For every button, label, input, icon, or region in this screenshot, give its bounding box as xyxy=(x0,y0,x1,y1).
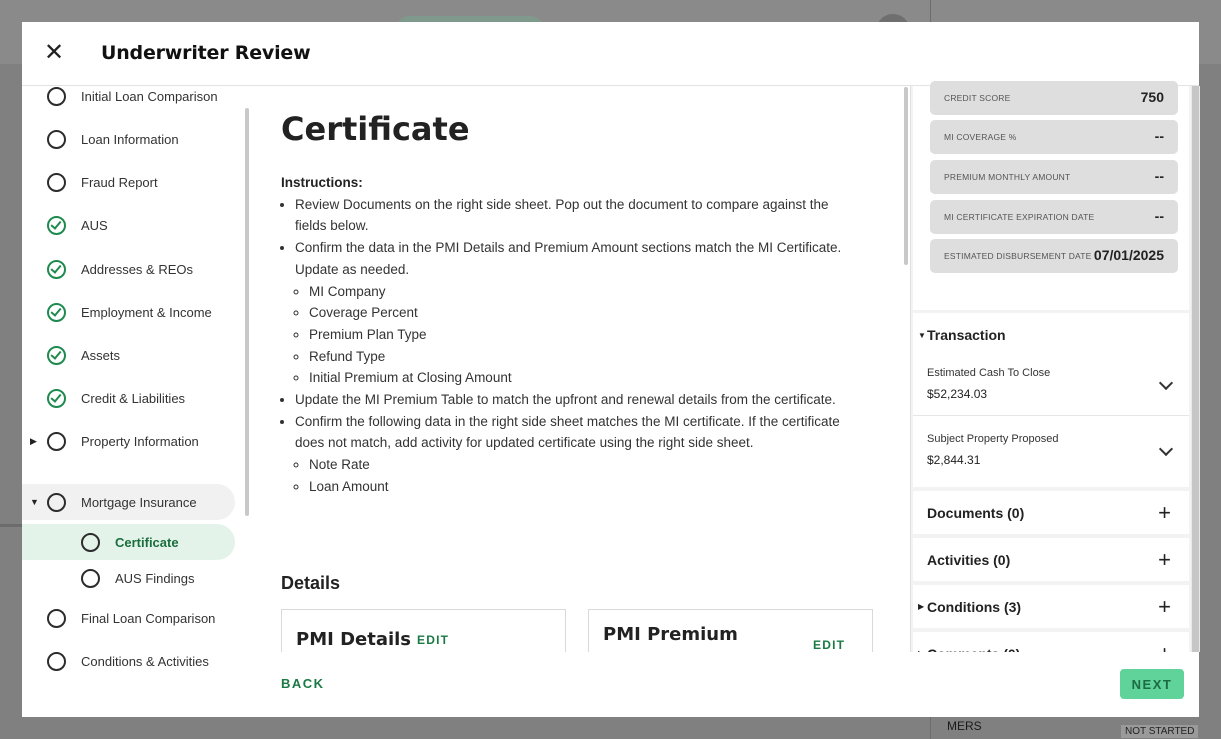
nav-item-addresses-reos[interactable] xyxy=(22,251,235,287)
conditions-panel[interactable] xyxy=(913,585,1189,628)
instruction-subitem: ◦ Loan Amount xyxy=(309,476,851,498)
add-document-icon[interactable]: + xyxy=(1158,500,1171,525)
step-status-icon xyxy=(47,87,66,106)
close-icon[interactable]: ✕ xyxy=(43,39,65,66)
nav-item-assets[interactable] xyxy=(22,337,235,373)
instruction-item xyxy=(295,411,851,498)
mi-coverage-field xyxy=(930,120,1178,154)
field-label: MI COVERAGE % xyxy=(944,132,1017,142)
nav-item-label: Addresses & REOs xyxy=(81,261,193,277)
instruction-subitem: ◦ Initial Premium at Closing Amount xyxy=(309,367,851,389)
main-content xyxy=(252,86,902,652)
instruction-item xyxy=(295,237,851,389)
conditions-title[interactable]: Conditions (3) xyxy=(927,599,1022,615)
nav-item-property-information[interactable] xyxy=(22,423,235,459)
background-status-badge: NOT STARTED xyxy=(1121,725,1198,738)
field-label: CREDIT SCORE xyxy=(944,93,1011,103)
background-divider-left xyxy=(0,524,22,527)
field-label: ESTIMATED DISBURSEMENT DATE xyxy=(944,251,1092,261)
nav-item-label: Employment & Income xyxy=(81,304,212,320)
estimated-cash-to-close-row[interactable] xyxy=(913,355,1189,416)
tx-value: $2,844.31 xyxy=(927,453,981,467)
check-circle-icon xyxy=(47,216,66,235)
step-status-icon xyxy=(47,652,66,671)
nav-item-label: Property Information xyxy=(81,433,199,449)
instructions xyxy=(281,172,851,498)
add-activity-icon[interactable]: + xyxy=(1158,547,1171,572)
check-circle-icon xyxy=(47,260,66,279)
instruction-sublist xyxy=(295,454,851,497)
modal-title: Underwriter Review xyxy=(101,42,311,64)
step-status-icon xyxy=(47,432,66,451)
nav-item-label: AUS xyxy=(81,217,108,233)
background-mers-label: MERS xyxy=(947,719,982,733)
card-title: PMI Premium xyxy=(603,624,738,645)
tx-label: Estimated Cash To Close xyxy=(927,367,1051,379)
next-button[interactable]: NEXT xyxy=(1120,669,1184,699)
instruction-text: Confirm the data in the PMI Details and Premium Amount sections match the MI Certificate. Update as needed. xyxy=(295,240,842,277)
field-value: 750 xyxy=(1140,89,1164,105)
tx-label: Subject Property Proposed xyxy=(927,433,1059,445)
documents-title[interactable]: Documents (0) xyxy=(927,505,1025,521)
nav-item-label: Initial Loan Comparison xyxy=(81,88,218,104)
nav-item-fraud-report[interactable] xyxy=(22,164,235,200)
caret-right-icon[interactable]: ▶ xyxy=(918,602,925,611)
instruction-item: • Review Documents on the right side sheet. Pop out the document to compare against the fields below. xyxy=(295,194,851,237)
edit-pmi-premium-button[interactable]: EDIT xyxy=(813,638,846,652)
step-status-icon xyxy=(81,569,100,588)
step-navigation xyxy=(22,86,250,669)
instruction-subitem: ◦ Note Rate xyxy=(309,454,851,476)
nav-item-label: Final Loan Comparison xyxy=(81,610,216,626)
credit-score-field xyxy=(930,81,1178,115)
step-status-icon xyxy=(47,173,66,192)
check-circle-icon xyxy=(47,389,66,408)
field-value: 07/01/2025 xyxy=(1093,247,1164,263)
nav-item-aus[interactable] xyxy=(22,207,235,243)
instruction-item: • Update the MI Premium Table to match the upfront and renewal details from the certificate. xyxy=(295,389,851,411)
check-circle-icon xyxy=(47,303,66,322)
nav-item-credit-liabilities[interactable] xyxy=(22,380,235,416)
underwriter-review-modal xyxy=(22,22,1199,717)
nav-item-label: Mortgage Insurance xyxy=(81,494,197,510)
estimated-disbursement-date-field xyxy=(930,239,1178,273)
nav-item-mortgage-insurance[interactable] xyxy=(22,484,235,520)
caret-right-icon[interactable]: ▶ xyxy=(30,435,37,446)
right-side-sheet xyxy=(910,86,1200,652)
details-heading: Details xyxy=(281,573,341,593)
nav-scrollbar[interactable] xyxy=(245,108,249,516)
nav-item-initial-loan-comparison[interactable] xyxy=(22,78,235,114)
instruction-subitem: ◦ Premium Plan Type xyxy=(309,324,851,346)
instruction-sublist xyxy=(295,281,851,390)
page-title: Certificate xyxy=(281,110,470,148)
instruction-text: Confirm the following data in the right side sheet matches the MI certificate. If the certificate does not match, add activity for updated certificate using the right side sheet. xyxy=(295,413,840,451)
modal-footer xyxy=(252,652,1199,717)
step-status-icon xyxy=(47,609,66,628)
field-label: PREMIUM MONTHLY AMOUNT xyxy=(944,172,1071,182)
transaction-panel xyxy=(913,313,1189,487)
nav-item-final-loan-comparison[interactable] xyxy=(22,600,235,636)
nav-item-aus-findings[interactable] xyxy=(22,560,235,596)
activities-title[interactable]: Activities (0) xyxy=(927,552,1011,568)
field-value: -- xyxy=(1154,128,1164,144)
check-circle-icon xyxy=(47,346,66,365)
edit-pmi-details-button[interactable]: EDIT xyxy=(417,633,450,647)
side-sheet-scrollbar-thumb[interactable] xyxy=(1192,86,1199,652)
instruction-subitem: ◦ Coverage Percent xyxy=(309,302,851,324)
instructions-list xyxy=(281,194,851,498)
step-status-icon xyxy=(47,493,66,512)
nav-item-conditions-activities[interactable] xyxy=(22,643,235,679)
transaction-title[interactable]: Transaction xyxy=(927,327,1006,343)
loan-summary-panel xyxy=(913,86,1189,310)
nav-item-label: AUS Findings xyxy=(115,570,195,586)
nav-item-label: Assets xyxy=(81,347,121,363)
nav-item-certificate[interactable] xyxy=(22,524,235,560)
nav-item-label: Credit & Liabilities xyxy=(81,390,186,406)
nav-item-loan-information[interactable] xyxy=(22,121,235,157)
mi-certificate-expiration-field xyxy=(930,200,1178,234)
field-value: -- xyxy=(1154,168,1164,184)
nav-item-label: Fraud Report xyxy=(81,174,158,190)
chevron-down-icon[interactable] xyxy=(1159,376,1173,390)
step-status-icon xyxy=(47,130,66,149)
modal-header xyxy=(22,22,1199,86)
tx-value: $52,234.03 xyxy=(927,387,988,401)
caret-down-icon[interactable]: ▼ xyxy=(918,331,926,340)
nav-item-label: Conditions & Activities xyxy=(81,653,209,669)
nav-item-label: Loan Information xyxy=(81,131,179,147)
premium-monthly-amount-field xyxy=(930,160,1178,194)
nav-item-label: Certificate xyxy=(115,534,179,550)
nav-item-employment-income[interactable] xyxy=(22,294,235,330)
instruction-subitem: ◦ MI Company xyxy=(309,281,851,303)
instructions-title: Instructions: xyxy=(281,175,363,190)
chevron-down-icon[interactable] xyxy=(1159,442,1173,456)
field-value: -- xyxy=(1154,208,1164,224)
documents-panel[interactable] xyxy=(913,491,1189,534)
main-scrollbar[interactable] xyxy=(904,87,908,265)
field-label: MI CERTIFICATE EXPIRATION DATE xyxy=(944,212,1095,222)
activities-panel[interactable] xyxy=(913,538,1189,581)
step-status-icon xyxy=(81,533,100,552)
instruction-subitem: ◦ Refund Type xyxy=(309,346,851,368)
card-title: PMI Details xyxy=(296,629,412,650)
caret-down-icon[interactable]: ▼ xyxy=(30,497,39,507)
subject-property-proposed-row[interactable] xyxy=(913,421,1189,481)
back-button[interactable]: BACK xyxy=(281,676,325,691)
add-condition-icon[interactable]: + xyxy=(1158,594,1171,619)
